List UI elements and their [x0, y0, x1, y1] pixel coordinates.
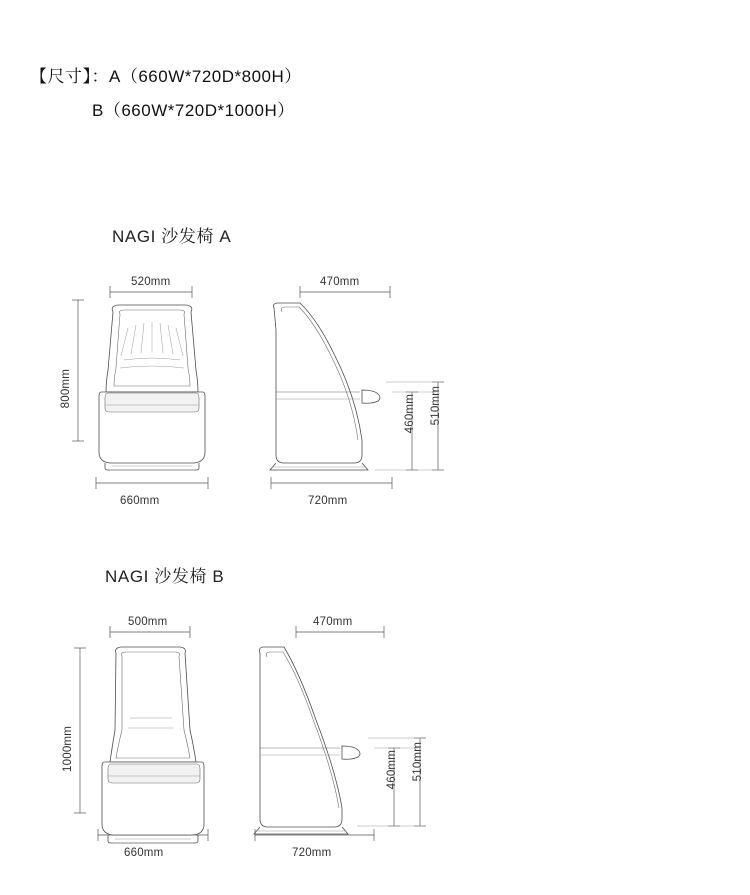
a-side-bottom-depth-label: 720mm: [308, 495, 348, 507]
chair-b-side-view: [254, 626, 426, 841]
chair-b-front-view: [74, 626, 208, 843]
b-side-bottom-depth-label: 720mm: [292, 847, 332, 859]
section-a-title: NAGI 沙发椅 A: [112, 227, 232, 246]
b-front-height-label: 1000mm: [62, 726, 74, 772]
b-front-top-width-label: 500mm: [128, 616, 168, 628]
a-side-top-width-label: 470mm: [320, 276, 360, 288]
b-side-arm-height-label: 510mm: [412, 742, 424, 782]
a-front-top-width-label: 520mm: [131, 276, 171, 288]
a-front-height-label: 800mm: [60, 369, 72, 409]
spec-label: 【尺寸】：: [30, 67, 109, 86]
a-side-seat-height-label: 460mm: [404, 394, 416, 434]
a-front-bottom-width-label: 660mm: [120, 495, 160, 507]
b-side-seat-height-label: 460mm: [386, 750, 398, 790]
section-b-title: NAGI 沙发椅 B: [105, 567, 225, 586]
spec-variant-a: A（660W*720D*800H）: [109, 67, 302, 86]
a-side-arm-height-label: 510mm: [430, 386, 442, 426]
b-side-top-width-label: 470mm: [313, 616, 353, 628]
section-chair-b: [0, 330, 750, 895]
chair-b-drawing: [0, 330, 750, 895]
spec-variant-b: B（660W*720D*1000H）: [92, 101, 295, 120]
b-front-bottom-width-label: 660mm: [124, 847, 164, 859]
